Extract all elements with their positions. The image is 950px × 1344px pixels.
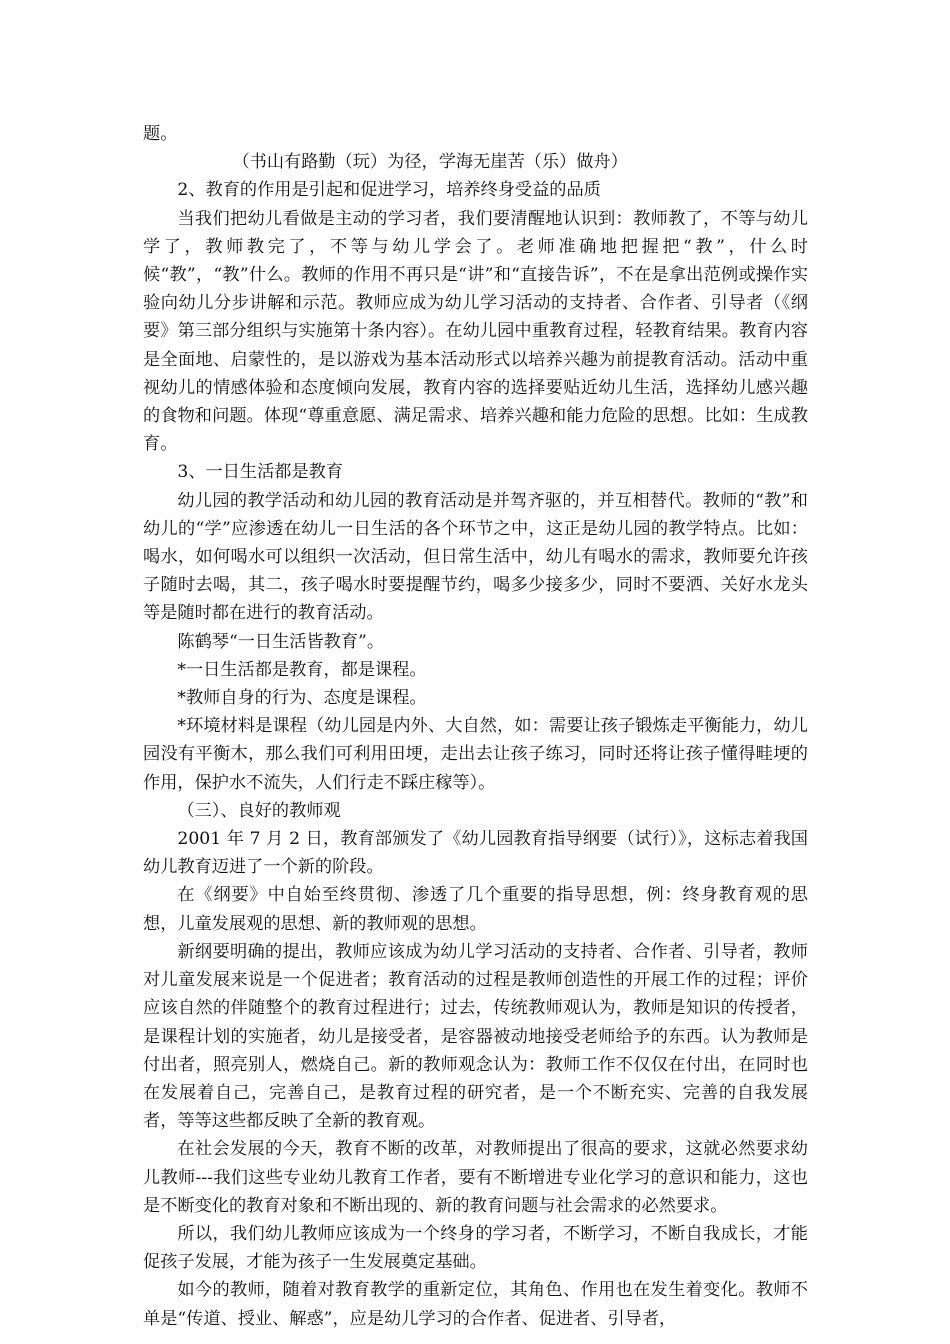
paragraph: 在社会发展的今天，教育不断的改革，对教师提出了很高的要求，这就必然要求幼儿教师---我们这些专业幼儿教育工作者，要有不断增进专业化学习的意识和能力，这也是不断变化的教育对象和不断出现的、新的教育问题与社会需求的必然要求。 <box>143 1139 808 1216</box>
paragraph: 新纲要明确的提出，教师应该成为幼儿学习活动的支持者、合作者、引导者，教师对儿童发展来说是一个促进者；教育活动的过程是教师创造性的开展工作的过程；评价应该自然的伴随整个的教育过程进行；过去，传统教师观认为，教师是知识的传授者，是课程计划的实施者，幼儿是接受者，是容器被动地接受老师给予的东西。认为教师是付出者，照亮别人，燃烧自己。新的教师观念认为：教师工作不仅仅在付出，在同时也在发展着自己，完善自己，是教育过程的研究者，是一个不断充实、完善的自我发展者，等等这些都反映了全新的教育观。 <box>143 941 808 1132</box>
section-heading: （三）、良好的教师观 <box>177 800 341 821</box>
paragraph: 在《纲要》中自始至终贯彻、渗透了几个重要的指导思想，例：终身教育观的思想，儿童发展观的思想、新的教师观的思想。 <box>143 885 808 934</box>
paragraph: 2001 年 7 月 2 日，教育部颁发了《幼儿园教育指导纲要（试行）》，这标志着我国幼儿教育迈进了一个新的阶段。 <box>143 829 808 878</box>
paragraph: 幼儿园的教学活动和幼儿园的教育活动是并驾齐驱的，并互相替代。教师的“教”和幼儿的“学”应渗透在幼儿一日生活的各个环节之中，这正是幼儿园的教学特点。比如：喝水，如何喝水可以组织一次活动，但日常生活中，幼儿有喝水的需求，教师要允许孩子随时去喝，其二，孩子喝水时要提醒节约，喝多少接多少，同时不要洒、关好水龙头等是随时都在进行的教育活动。 <box>143 490 808 624</box>
paragraph: 题。 <box>143 124 178 144</box>
bullet-item: *一日生活都是教育，都是课程。 <box>177 659 427 680</box>
section-heading: 3、一日生活都是教育 <box>177 462 344 483</box>
paragraph: 陈鹤琴“一日生活皆教育”。 <box>177 631 385 652</box>
paragraph: 所以，我们幼儿教师应该成为一个终身的学习者，不断学习，不断自我成长，才能促孩子发展，才能为孩子一生发展奠定基础。 <box>143 1223 808 1273</box>
quote-line: （书山有路勤（玩）为径，学海无崖苦（乐）做舟） <box>232 152 628 173</box>
document-body <box>143 120 808 1333</box>
paragraph: 如今的教师，随着对教育教学的重新定位，其角色、作用也在发生着变化。教师不单是“传道、授业、解惑”，应是幼儿学习的合作者、促进者、引导者， <box>143 1280 808 1329</box>
section-heading: 2、教育的作用是引起和促进学习，培养终身受益的品质 <box>177 180 601 201</box>
bullet-item: *环境材料是课程（幼儿园是内外、大自然，如：需要让孩子锻炼走平衡能力，幼儿园没有平衡木，那么我们可利用田埂，走出去让孩子练习，同时还将让孩子懂得畦埂的作用，保护水不流失，人们行走不踩庄稼等）。 <box>143 716 808 793</box>
bullet-item: *教师自身的行为、态度是课程。 <box>177 688 427 709</box>
paragraph: 当我们把幼儿看做是主动的学习者，我们要清醒地认识到：教师教了，不等与幼儿学了，教师教完了，不等与幼儿学会了。老师准确地把握把“教”，什么时候“教”，“教”什么。教师的作用不再只是“讲”和“直接告诉”，不在是拿出范例或操作实验向幼儿分步讲解和示范。教师应成为幼儿学习活动的支持者、合作者、引导者（《纲要》第三部分组织与实施第十条内容）。在幼儿园中重教育过程，轻教育结果。教育内容是全面地、启蒙性的，是以游戏为基本活动形式以培养兴趣为前提教育活动。活动中重视幼儿的情感体验和态度倾向发展，教育内容的选择要贴近幼儿生活，选择幼儿感兴趣的食物和问题。体现“尊重意愿、满足需求、培养兴趣和能力危险的思想。比如：生成教育。 <box>143 208 808 455</box>
